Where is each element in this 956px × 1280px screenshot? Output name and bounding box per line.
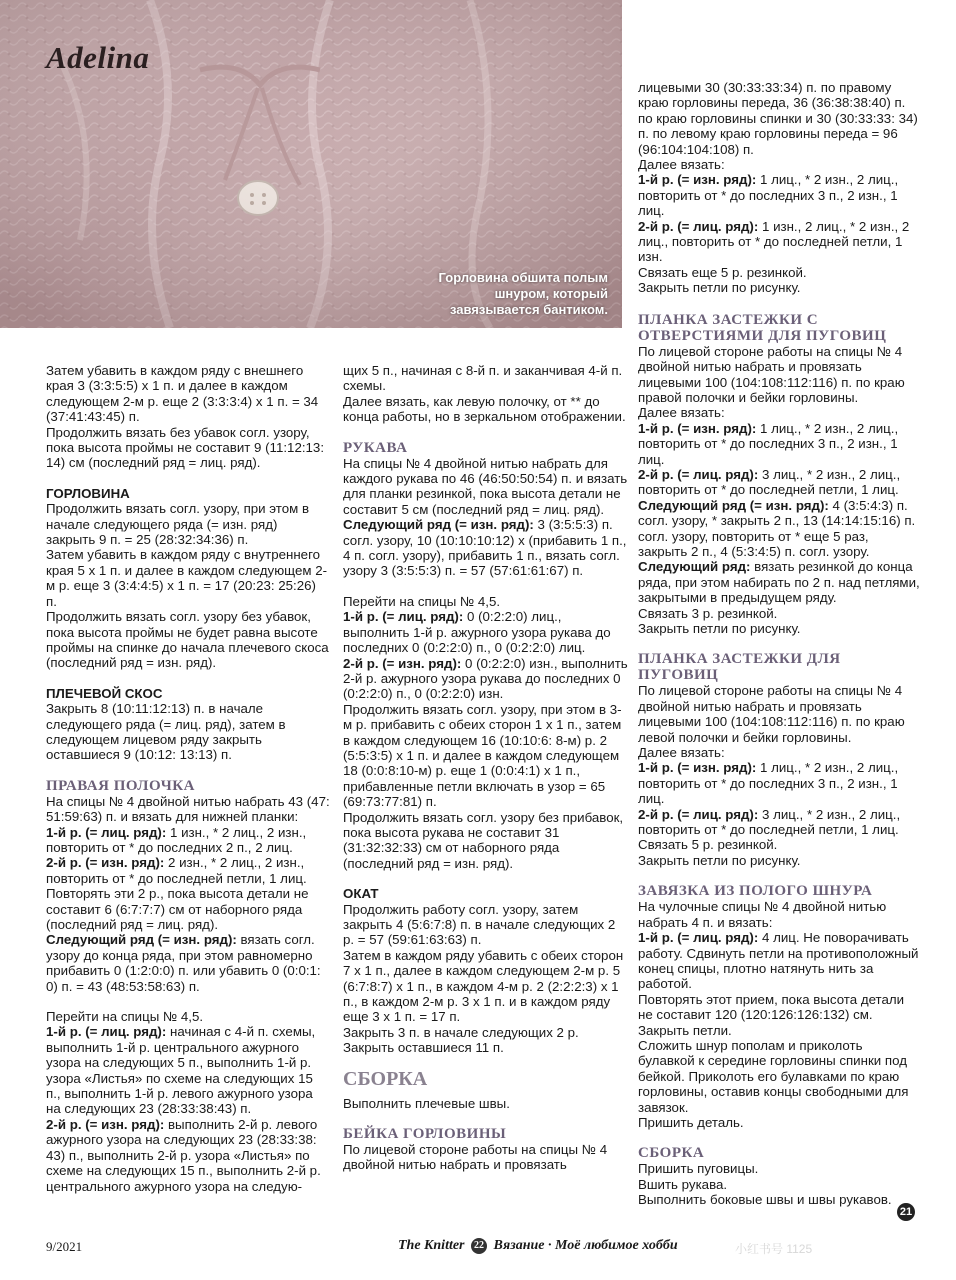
row-label: 1-й р. (= изн. ряд): — [638, 760, 757, 776]
paragraph: Связать 5 р. резинкой. — [638, 837, 778, 853]
row-text: 3 лиц., * 2 изн., 2 лиц., повторить от * до последней петли, 1 лиц. — [638, 466, 901, 498]
row-label: 1-й р. (= лиц. ряд): — [343, 609, 464, 625]
pattern-title: Adelina — [46, 40, 150, 75]
row-label: 1-й р. (= изн. ряд): — [638, 420, 757, 436]
paragraph: Закрыть петли по рисунку. — [638, 280, 801, 296]
magazine-line — [398, 1238, 678, 1254]
row-instruction — [46, 932, 330, 994]
end-marker-badge: 21 — [897, 1203, 915, 1221]
section-heading-assembly: СБОРКА — [343, 1067, 428, 1090]
row-text: 1 изн., 2 лиц., * 2 изн., 2 лиц., повторить от * до последней петли, 1 изн. — [638, 218, 910, 265]
paragraph: На чулочные спицы № 4 двойной нитью набрать 4 п. и вязать: — [638, 899, 887, 930]
hero-photo — [0, 0, 622, 328]
caption-line: Горловина обшита полым — [438, 270, 608, 285]
row-text: 0 (0:2:2:0) изн., выполнить 2-й р. ажурного узора рукава до последних 0 (0:2:2:0) п., 0 (0:2:2:0) изн. — [343, 655, 628, 702]
paragraph: Пришить пуговицы. — [638, 1161, 759, 1177]
row-label: 2-й р. (= лиц. ряд): — [638, 466, 759, 482]
section-heading-sleeve-cap: ОКАТ — [343, 886, 379, 902]
column-3 — [638, 80, 920, 1208]
paragraph: Закрыть 8 (10:11:12:13) п. в начале следующего ряда (= лиц. ряд), затем в следующем лицевом ряду закрыть оставшиеся 9 (10:12: 13:13) п. — [46, 701, 286, 763]
caption-line: шнуром, который — [494, 286, 608, 301]
row-label: 1-й р. (= лиц. ряд): — [46, 824, 167, 840]
paragraph: Закрыть 3 п. в начале следующих 2 р. — [343, 1024, 579, 1040]
paragraph: Затем в каждом ряду убавить с обеих сторон 7 х 1 п., далее в каждом следующем 2-м р. 5 (6:7:8:7) х 1 п., в каждом 4-м р. 2 (2:2:2:3) х 1 п., в каждом 2-м р. 3 х 1 п. и в каждом ряду еще 3 х 1 п. = 17 п. — [343, 947, 624, 1025]
paragraph: Продолжить вязать без убавок согл. узору, пока высота проймы не составит 9 (11:12:13: 14) см (последний ряд = лиц. ряд). — [46, 424, 325, 471]
paragraph: По лицевой стороне работы на спицы № 4 двойной нитью набрать и провязать — [343, 1142, 608, 1173]
section-heading-shoulder: ПЛЕЧЕВОЙ СКОС — [46, 685, 163, 701]
paragraph: Закрыть петли по рисунку. — [638, 852, 801, 868]
section-heading-neckline: ГОРЛОВИНА — [46, 485, 130, 501]
row-label: 1-й р. (= изн. ряд): — [638, 172, 757, 188]
watermark: 小红书号 1125 — [735, 1242, 813, 1256]
paragraph: Далее вязать: — [638, 745, 725, 761]
row-label: Следующий ряд (= изн. ряд): — [638, 497, 829, 513]
section-heading-neck-binding: БЕЙКА ГОРЛОВИНЫ — [343, 1126, 507, 1143]
paragraph: Перейти на спицы № 4,5. — [343, 593, 501, 609]
section-heading-buttonhole-band: ПЛАНКА ЗАСТЕЖКИ С ОТВЕРСТИЯМИ ДЛЯ ПУГОВИЦ — [638, 311, 887, 344]
row-label: Следующий ряд (= изн. ряд): — [46, 932, 237, 948]
paragraph: лицевыми 30 (30:33:33:34) п. по правому краю горловины переда, 36 (36:38:38:40) п. по краю горловины спинки и 30 (30:33:33: 34) п. по левому краю горловины переда = 96 (96:104:104:108) п. — [638, 80, 918, 157]
row-instruction — [638, 467, 920, 498]
row-label: 1-й р. (= лиц. ряд): — [638, 930, 759, 946]
section-heading-sleeves: РУКАВА — [343, 439, 408, 456]
row-text: 4 (3:5:4:3) п. согл. узору, * закрыть 2 п., 13 (14:14:15:16) п. согл. узору, повторить от * еще 5 раз, закрыть 2 п., 4 (5:3:4:5) п. согл. узору. — [638, 497, 916, 559]
row-instruction — [46, 825, 330, 856]
paragraph: Затем убавить в каждом ряду с внутреннего края 5 х 1 п. и далее в каждом следующем 2-м р. еще 3 (3:4:4:5) х 1 п. = 17 (20:23: 25:26) п. — [46, 547, 328, 609]
row-instruction — [638, 498, 920, 560]
paragraph: Затем убавить в каждом ряду с внешнего края 3 (3:3:5:5) х 1 п. и далее в каждом следующем 2-м р. еще 2 (3:3:3:4) х 1 п. = 34 (37:41:43:45) п. — [46, 363, 319, 425]
row-instruction — [343, 609, 628, 655]
row-label: 2-й р. (= изн. ряд): — [343, 655, 462, 671]
paragraph: Повторять эти 2 р., пока высота детали не составит 6 (6:7:7:7) см от наборного ряда (последний ряд = лиц. ряд). — [46, 886, 309, 932]
paragraph: На спицы № 4 двойной нитью набрать 43 (47: 51:59:63) п. и вязать для нижней планки: — [46, 793, 330, 825]
paragraph: Закрыть петли. — [638, 1022, 732, 1038]
magazine-name: The Knitter — [398, 1238, 465, 1254]
paragraph: Закрыть петли по рисунку. — [638, 621, 801, 636]
row-instruction — [638, 421, 920, 467]
row-label: Следующий ряд (= изн. ряд): — [343, 517, 534, 533]
row-label: 1-й р. (= лиц. ряд): — [46, 1024, 167, 1040]
paragraph: Продолжить вязать согл. узору без прибавок, пока высота рукава не составит 31 (31:32:32:33) см от наборного ряда (последний ряд = изн. ряд). — [343, 809, 624, 871]
paragraph: Связать 3 р. резинкой. — [638, 605, 778, 621]
paragraph: Далее вязать, как левую полочку, от ** до конца работы, но в зеркальном отображении. — [343, 393, 626, 425]
row-text: 1 лиц., * 2 изн., 2 лиц., повторить от * до последних 3 п., 2 изн., 1 лиц. — [638, 172, 899, 219]
paragraph: Выполнить плечевые швы. — [343, 1095, 510, 1111]
row-text: выполнить 2-й р. левого ажурного узора на следующих 23 (28:33:38: 43) п., выполнить 2-й р. узора «Листья» по схеме на следующих 15 п., выполнить 2-й р. центрального ажурного узора на следую- — [46, 1116, 321, 1194]
row-instruction — [343, 656, 628, 702]
photo-caption — [439, 270, 608, 318]
row-label: Следующий ряд: — [638, 559, 751, 575]
paragraph: Перейти на спицы № 4,5. — [46, 1009, 204, 1025]
paragraph: Выполнить боковые швы и швы рукавов. — [638, 1192, 892, 1208]
row-instruction — [343, 517, 628, 579]
row-instruction — [46, 1117, 330, 1194]
paragraph: По лицевой стороне работы на спицы № 4 двойной нитью набрать и провязать лицевыми 100 (104:108:112:116) п. по краю левой полочки и бейки горловины. — [638, 683, 905, 745]
row-instruction — [638, 172, 920, 218]
paragraph: Закрыть оставшиеся 11 п. — [343, 1040, 504, 1056]
row-instruction — [638, 559, 920, 605]
row-text: вязать резинкой до конца ряда, при этом набирать по 2 п. над петлями, закрытыми в предыдущем ряду. — [638, 559, 920, 606]
row-text: 4 лиц. Не поворачивать работу. Сдвинуть петли на противоположный конец спицы, плотно натянуть нить за работой. — [638, 930, 919, 992]
issue-number: 9/2021 — [46, 1239, 83, 1254]
row-text: 1 изн., * 2 лиц., 2 изн., повторить от * до последних 2 п., 2 лиц. — [46, 824, 307, 855]
row-instruction — [638, 760, 920, 806]
paragraph: щих 5 п., начиная с 8-й п. и заканчивая 4-й п. схемы. — [343, 363, 623, 394]
row-text: 3 лиц., * 2 изн., 2 лиц., повторить от * до последней петли, 1 лиц. — [638, 806, 901, 838]
paragraph: Вшить рукава. — [638, 1176, 728, 1192]
row-text: 1 лиц., * 2 изн., 2 лиц., повторить от * до последних 3 п., 2 изн., 1 лиц. — [638, 420, 899, 467]
row-instruction — [638, 807, 920, 838]
row-instruction — [638, 930, 920, 992]
section-heading-right-front: ПРАВАЯ ПОЛОЧКА — [46, 777, 195, 794]
paragraph: Далее вязать: — [638, 157, 725, 173]
paragraph: Далее вязать: — [638, 405, 725, 421]
row-text: 0 (0:2:2:0) лиц., выполнить 1-й р. ажурного узора рукава до последних 0 (0:2:2:0) п., 0 (0:2:2:0) лиц. — [343, 609, 611, 656]
paragraph: По лицевой стороне работы на спицы № 4 двойной нитью набрать и провязать лицевыми 100 (104:108:112:116) п. по краю правой полочки и бейки горловины. — [638, 343, 905, 405]
page-footer — [0, 1235, 956, 1265]
paragraph: Продолжить вязать согл. узору, при этом в 3-м р. прибавить с обеих сторон 1 х 1 п., затем в каждом следующем 16 (10:10:6: 8-м) р. 2 (5:5:3:5) х 1 п. и далее в каждом следующем 18 (0:0:8:10-м) р. еще 1 (0:0:4:1) х 1 п., прибавленные петли включать в узор = 65 (69:73:77:81) п. — [343, 701, 622, 810]
section-heading-i-cord: ЗАВЯЗКА ИЗ ПОЛОГО ШНУРА — [638, 883, 873, 900]
row-text: вязать согл. узору до конца ряда, при этом равномерно прибавить 0 (1:2:0:0) п. или убавить 0 (0:0:1: 0) п. = 43 (48:53:58:63) п. — [46, 932, 321, 994]
paragraph: На спицы № 4 двойной нитью набрать для каждого рукава по 46 (46:50:50:54) п. и вязать для планки резинкой, пока высота детали не составит 5 см (последний ряд = лиц. ряд). — [343, 455, 628, 517]
section-heading-assembly-final: СБОРКА — [638, 1145, 705, 1162]
row-label: 2-й р. (= лиц. ряд): — [638, 806, 759, 822]
row-instruction — [638, 219, 920, 265]
row-text: 3 (3:5:5:3) п. согл. узору, 10 (10:10:10:12) х (прибавить 1 п., 4 п. согл. узору), прибавить 1 п., вязать согл. узору 3 (3:5:5:3) п. = 57 (57:61:61:67) п. — [343, 517, 627, 579]
column-1 — [46, 363, 330, 1194]
row-instruction — [46, 1024, 330, 1116]
paragraph: Продолжить работу согл. узору, затем закрыть 4 (5:6:7:8) п. в начале следующих 2 р. = 57 (59:61:63:63) п. — [343, 901, 616, 948]
row-text: 2 изн., * 2 лиц., 2 изн., повторить от * до последней петли, 1 лиц. — [46, 855, 307, 886]
column-2 — [343, 363, 628, 1173]
page-number: 22 — [471, 1238, 487, 1254]
section-heading-button-band: ПЛАНКА ЗАСТЕЖКИ ДЛЯ ПУГОВИЦ — [638, 651, 841, 684]
paragraph: Пришить деталь. — [638, 1114, 744, 1130]
row-label: 2-й р. (= изн. ряд): — [46, 855, 165, 871]
paragraph: Сложить шнур пополам и приколоть булавкой к середине горловины спинки под бейкой. Приколоть его булавками по краю горловины, оставив концы свободными для завязок. — [638, 1037, 909, 1115]
row-text: 1 лиц., * 2 изн., 2 лиц., повторить от * до последних 3 п., 2 изн., 1 лиц. — [638, 760, 899, 807]
row-label: 2-й р. (= изн. ряд): — [46, 1116, 165, 1132]
row-text: начиная с 4-й п. схемы, выполнить 1-й р. центрального ажурного узора на следующих 5 п., выполнить 1-й р. узора «Листья» по схеме на следующих 15 п., выполнить 1-й р. левого ажурного узора на следующих 23 (28:33:38:43) п. — [46, 1024, 316, 1117]
paragraph: Продолжить вязать согл. узору без убавок, пока высота проймы не будет равна высоте проймы на спинке до начала плечевого скоса (последний ряд = изн. ряд). — [46, 609, 329, 671]
row-label: 2-й р. (= лиц. ряд): — [638, 218, 759, 234]
caption-line: завязывается бантиком. — [449, 302, 608, 317]
paragraph: Продолжить вязать согл. узору, при этом в начале следующего ряда (= изн. ряд) закрыть 9 п. = 25 (28:32:34:36) п. — [46, 501, 310, 548]
row-instruction — [46, 855, 330, 886]
magazine-tagline: Вязание · Моё любимое хобби — [493, 1238, 678, 1254]
paragraph: Повторять этот прием, пока высота детали не составит 120 (120:126:126:132) см. — [638, 991, 905, 1023]
paragraph: Связать еще 5 р. резинкой. — [638, 264, 807, 280]
